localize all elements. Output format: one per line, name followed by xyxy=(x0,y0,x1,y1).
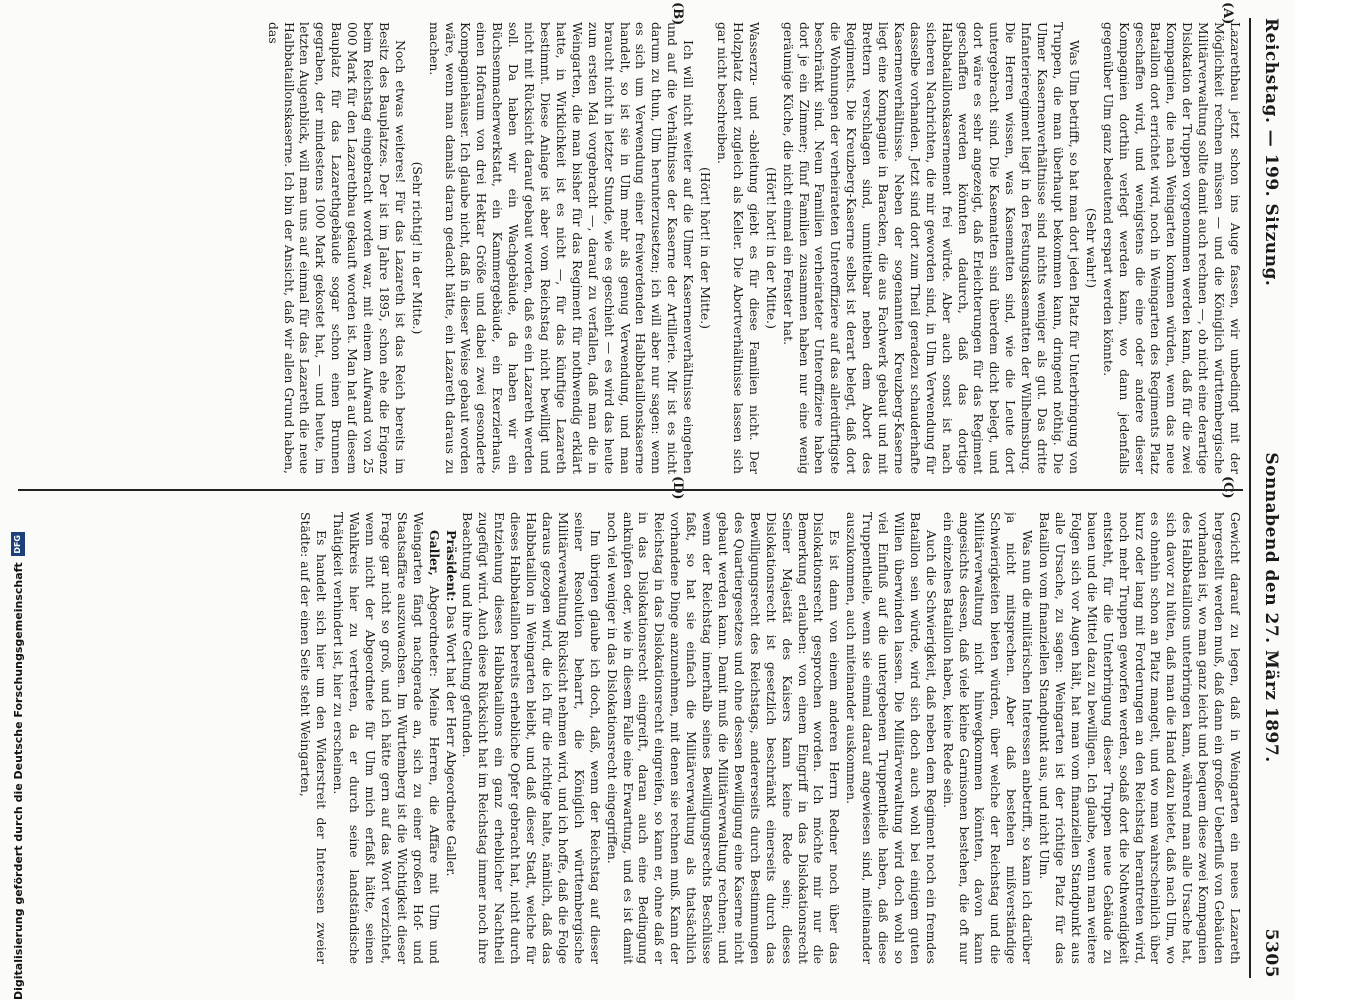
page-number: 5305 xyxy=(1261,928,1281,978)
margin-letter-b: (B) xyxy=(670,2,685,26)
margin-letter-a: (A) xyxy=(1220,2,1235,25)
header-rule xyxy=(1249,18,1251,978)
credit-text: Digitalisierung gefördert durch die Deutsche Forschungsgemeinschaft xyxy=(11,562,25,1000)
left-paragraph-3: Wasserzu- und -ableitung giebt es für diese Familien nicht. Der Holzplatz dient zugleich als Keller. Die Abortverhältnisse lassen sich gar nicht beschreiben. xyxy=(715,22,762,474)
president-text: Das Wort hat der Herr Abgeordnete Galler. xyxy=(443,605,459,877)
left-remark-4: (Sehr richtig! in der Mitte.) xyxy=(409,161,425,335)
left-paragraph-5: Noch etwas weiteres! Für das Lazareth ist das Reich bereits im Besitz des Bauplatzes. Der ist im Jahre 1895, schon ehe die Erigenz beim Reichstag eingebracht worden war, mit einem Aufwand von 25 000 Mark für den Lazarethbau gekauft worden ist. Man hat auf diesem Bauplatz für das Lazarethgebäude sogar schon einen Brunnen gegraben, der mindestens 1000 Mark gekostet hat, — und heute, im letzten Augenblick, will man uns auf einmal für das Lazareth die neue Halbbataillonskaserne. Ich bin der Ansicht, daß wir allen Grund haben, das xyxy=(265,22,408,474)
right-paragraph-president xyxy=(443,512,459,964)
right-paragraph-3: Auch die Schwierigkeit, daß neben dem Regiment noch ein fremdes Bataillon sein würde, wird sich doch auch wohl bei einigem guten Willen überwinden lassen. Die Militärverwaltung wird doch wohl so viel Einfluß auf die untergebenen Truppentheile haben, daß diese Truppentheile, wenn sie einmal darauf angewiesen sind, miteinander auszukommen, auch miteinander auskommen. xyxy=(844,512,939,964)
header-center: Sonnabend den 27. März 1897. xyxy=(1261,452,1281,763)
margin-letter-d: (D) xyxy=(670,476,685,500)
left-paragraph-4: Ich will nicht weiter auf die Ulmer Kasernenverhältnisse eingehen und auf die Verhältnisse der Kaserne der Artillerie. Mir ist es nicht darum zu thun, Ulm herunterzusetzen; ich will aber nur sagen: wenn es sich um Verwendung einer freiwerdenden Halbbataillonskaserne handelt, so ist sie in Ulm mehr als genug Verwendung, und man braucht nicht in letzter Stunde, wie es geschieht — es wird das heute zum ersten Mal vorgebracht —, darauf zu verfallen, daß man die in Weingarten, die man bisher für das Regiment für nothwendig erklärt hatte, in Wirklichkeit ist es nicht —, für das künftige Lazareth bestimmt. Diese Anlage ist aber vom Reichstag nicht bewilligt und nicht mit Rücksicht darauf gebaut worden, daß es ein Lazareth werden soll. Da haben wir ein Wachgebäude, da haben wir ein Büchsenmacherwerkstatt, ein Kammergebäude, ein Exerzierhaus, einen Hofraum von drei Hektar Größe und dabei zwei gesonderte Kompagniehäuser. Ich glaube nicht, daß in dieser Weise gebaut worden wäre, wenn man damals daran gedacht hätte, ein Lazareth daraus zu machen. xyxy=(426,22,697,474)
right-paragraph-8: Es handelt sich hier um den Widerstreit der Interessen zweier Städte: auf der einen Seite steht Weingarten, xyxy=(298,512,330,964)
running-head xyxy=(1255,18,1281,978)
left-remark-2: (Hört! hört! in der Mitte.) xyxy=(763,167,779,329)
column-divider xyxy=(18,489,1243,491)
right-paragraph-1: Gewicht darauf zu legen, daß in Weingarten ein neues Lazareth hergestellt werden muß, daß dann ein großer Ueberfluß von Gebäuden vorhanden ist, wo man ganz leicht und bequem diese zwei Kompagnien des Halbbataillons unterbringen kann, während man alle Ursache hat, sich davor zu hüten, daß man die Hand dazu bietet, daß nach Ulm, wo es ohnehin schon an Platz mangelt, und wo man wahrscheinlich über kurz oder lang mit Forderungen an den Reichstag herantreten wird, noch mehr Truppen geworfen werden, sodaß dort die Nothwendigkeit entsteht, für die Unterbringung dieser Truppen neue Gebäude zu bauen und die Mittel dazu zu bewilligen. Ich glaube, wenn man weitere Folgen sich vor Augen hält, hat man vom finanziellen Standpunkt aus alle Ursache, zu sagen: Weingarten ist der richtige Platz für das Bataillon vom finanziellen Standpunkt aus, und nicht Ulm. xyxy=(1037,512,1243,964)
right-paragraph-4: Es ist dann von einem anderen Herrn Redner noch über das Dislokationsrecht gesprochen worden. Ich möchte mir nur die Bemerkung erlauben: von einem Eingriff in das Dislokationsrecht Seiner Majestät des Kaisers kann keine Rede sein; dieses Dislokationsrecht ist gesetzlich beschränkt einerseits durch das Bewilligungsrecht des Reichstags, andererseits durch Bestimmungen des Quartiergesetzes und ohne dessen Bewilligung eine Kaserne nicht gebaut werden kann. Damit muß die Militärverwaltung rechnen; und wenn der Reichstag innerhalb seines Bewilligungsrechts Beschlüsse faßt, so hat sie einfach die Militärverwaltung als thatsächlich vorhandene Dinge anzunehmen, mit denen sie rechnen muß. Kann der Reichstag in das Dislokationsrecht eingreifen, so kann er, ohne daß er in das Dislokationsrecht eingreift, daran auch eine Bedingung anknüpfen oder, wie in diesem Falle eine Erwartung, und es ist damit noch viel weniger in das Dislokationsrecht eingegriffen. xyxy=(604,512,843,964)
speaker-president: Präsident: xyxy=(443,530,459,602)
speaker-galler: Galler, xyxy=(426,530,442,576)
galler-text: Abgeordneter: Meine Herren, die Affäre mit Ulm und Weingarten fängt nachgerade an, sich zu einer großen Hof- und Staatsaffäre auszuwachsen. Im Württemberg ist die Wichtigkeit dieser Frage gar nicht so groß, und ich hätte gern auf das Wort verzichtet, wenn nicht der Abgeordnete für Ulm mich erfaßt hätte, seinen Wahlkreis hier zu vertreten, da er durch seine landständische Thätigkeit verhindert ist, hier zu erscheinen. xyxy=(331,512,442,964)
left-paragraph-1: Lazarethbau jetzt schon ins Auge fassen, wir unbedingt mit der Möglichkeit rechnen müssen — und die Königlich württembergische Militärverwaltung sollte damit auch rechnen —, ob nicht eine derartige Dislokation der Truppen vorgenommen werden kann, daß für die zwei Kompagnien, die nach Weingarten kommen würden, wenn das neue Bataillon dort errichtet wird, noch in Weingarten des Regiments Platz geschaffen wird, und wenigstens die eine oder andere dieser Kompagnien dorthin verlegt werden kann, wo dann jedenfalls gegenüber Ulm ganz bedeutend erspart werden könnte. xyxy=(1100,22,1243,474)
left-paragraph-2: Was Ulm betrifft, so hat man dort jeden Platz für Unterbringung von Truppen, die man überhaupt bekommen kann, dringend nöthig. Die Ulmer Kasernenverhältnisse sind nichts weniger als gut. Das dritte Infanterieregiment liegt in den Festungskasematten der Wilhelmsburg. Die Herren wissen, was Kasematten sind, wie die Leute dort untergebracht sind. Die Kasematten sind überdem dicht belegt, und dort wäre es sehr angezeigt, daß Erleichterungen für das Regiment geschaffen werden könnten dadurch, daß das dortige Halbbataillonskasernement frei würde. Aber auch sonst ist nach sicheren Nachrichten, die mir geworden sind, in Ulm Verwendung für dasselbe vorhanden. Jetzt sind dort zum Theil geradezu schauderhafte Kasernenverhältnisse. Neben der sogenannten Kreuzberg-Kaserne liegt eine Kompagnie in Baracken, die aus Fachwerk gebaut und mit Brettern verschlagen sind, unmittelbar neben dem Abort des Regiments. Die Kreuzberg-Kaserne selbst ist derart belegt, daß dort die Wohnungen der verheirateten Unteroffiziere auf das allerdürftigste beschränkt sind. Neun Familien verheirateter Unteroffiziere haben dort je ein Zimmer; fünf Familien zusammen haben nur eine wenig geräumige Küche, die nicht einmal ein Fenster hat. xyxy=(780,22,1082,474)
left-column xyxy=(18,22,1243,474)
right-paragraph-5: Im übrigen glaube ich doch, daß, wenn der Reichstag auf dieser seiner Resolution beharrt, die Königlich württembergische Militärverwaltung Rücksicht nehmen wird, und ich hoffe, daß die Folge daraus gezogen wird, die ich für die richtige halte, nämlich, daß das Halbbataillon in Weingarten bleibt, und daß dieser Stadt, welche für dieses Halbbataillon bereits erhebliche Opfer gebracht hat, nicht durch Entziehung dieses Halbbataillons ein ganz erheblicher Nachtheil zugefügt wird. Auch diese Rücksicht hat im Reichstag immer noch ihre Beachtung und ihre Geltung gefunden. xyxy=(460,512,603,964)
left-remark-3: (Hört! hört! in der Mitte.) xyxy=(698,167,714,329)
digitization-credit xyxy=(8,0,28,1000)
right-paragraph-galler xyxy=(330,512,441,964)
dfg-logo-icon: DFG xyxy=(11,532,25,556)
left-remark-1: (Sehr wahr!) xyxy=(1083,207,1099,289)
margin-letter-c: (C) xyxy=(1220,476,1235,499)
right-paragraph-2: Was nun die militärischen Interessen anbetrifft, so kann ich darüber ja nicht mitsprechen. Aber daß bestehen mißverständige Schwierigkeiten bieten würden, über welche der Reichstag und die Militärverwaltung nicht hinwegkommen könnten, davon kann angesichts dessen, daß viele kleine Garnisonen bestehen, die oft nur ein einzelnes Bataillon haben, keine Rede sein. xyxy=(940,512,1036,964)
header-left: Reichstag. — 199. Sitzung. xyxy=(1261,18,1281,287)
right-column xyxy=(18,512,1243,964)
